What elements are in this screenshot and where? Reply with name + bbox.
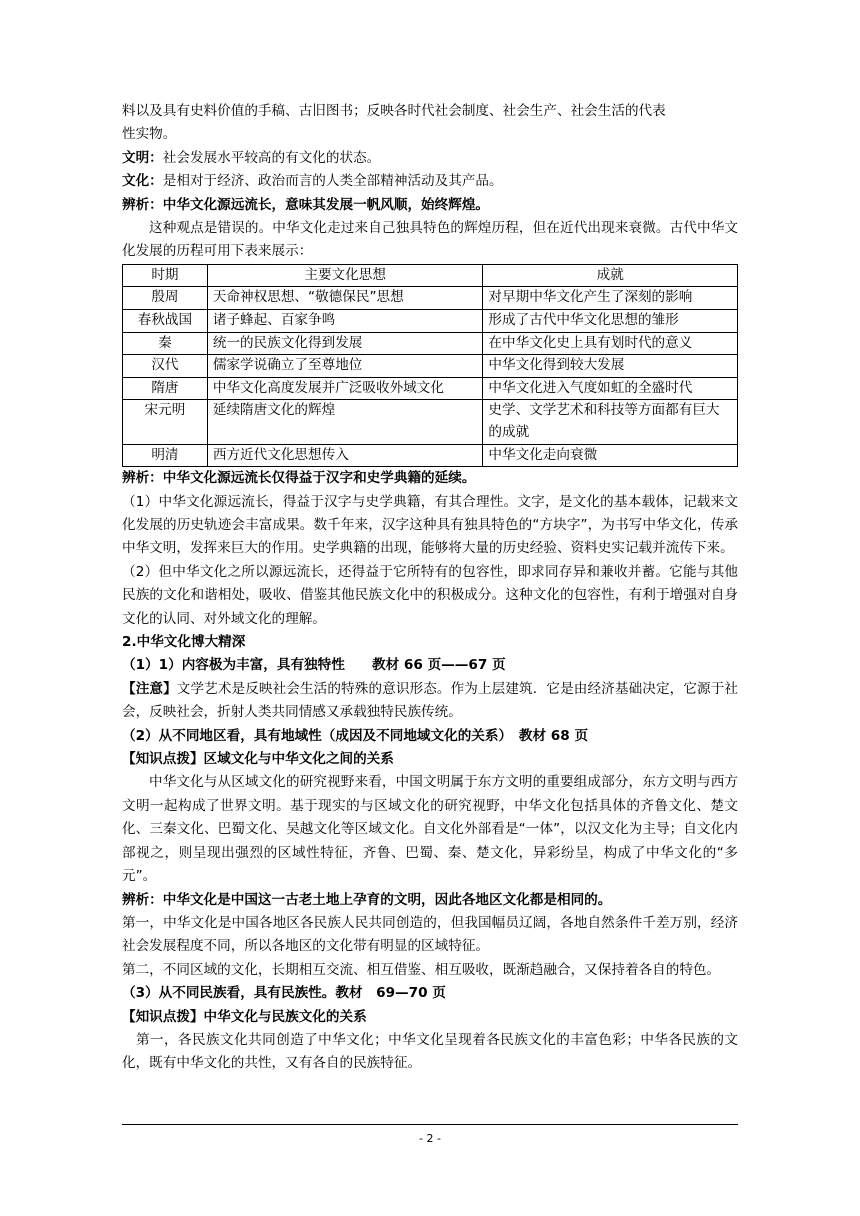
table-cell: 诸子蜂起、百家争鸣 [207,310,483,333]
table-row [123,287,738,310]
table-cell: 延续隋唐文化的辉煌 [207,400,483,444]
section-heading: 2.中华文化博大精深 [122,634,246,651]
analysis-heading: 辨析：中华文化源远流长，意味其发展一帆风顺，始终辉煌。 [122,196,490,213]
table-row [123,332,738,355]
table-cell: 形成了古代中华文化思想的雏形 [483,310,738,333]
table-cell: 对早期中华文化产生了深刻的影响 [483,287,738,310]
table-row [123,310,738,333]
table-header-row [123,264,738,287]
analysis-heading: 辨析：中华文化是中国这一古老土地上孕育的文明，因此各地区文化都是相同的。 [122,891,612,908]
paragraph: 中华文化与从区域文化的研究视野来看，中国文明属于东方文明的重要组成部分，东方文明与西方文明一起构成了世界文明。基于现实的与区域文化的研究视野，中华文化包括具体的齐鲁文化、楚文化、三秦文化、巴蜀文化、吴越文化等区域文化。自文化外部看是“一体”，以汉文化为主导；自文化内部视之，则呈现出强烈的区域性特征，齐鲁、巴蜀、秦、楚文化，异彩纷呈，构成了中华文化的“多元”。 [122,774,738,885]
table-cell: 秦 [123,332,208,355]
table-cell: 史学、文学艺术和科技等方面都有巨大的成就 [483,400,738,444]
table-row [123,400,738,444]
note-label: 【注意】 [122,680,177,697]
subsection-heading: （3）从不同民族看，具有民族性。教材 69—70 页 [122,985,446,1002]
column-header: 时期 [123,264,208,287]
table-cell: 中华文化高度发展并广泛吸收外域文化 [207,377,483,400]
column-header: 成就 [483,264,738,287]
paragraph: 第一，中华文化是中国各地区各民族人民共同创造的，但我国幅员辽阔，各地自然条件千差万别，经济社会发展程度不同，所以各地区的文化带有明显的区域特征。 [122,914,738,955]
intro-line: 料以及具有史料价值的手稿、古旧图书；反映各时代社会制度、社会生产、社会生活的代表 [122,103,666,119]
paragraph: 第二，不同区域的文化，长期相互交流、相互借鉴、相互吸收，既渐趋融合，又保持着各自的特色。 [122,961,721,978]
table-row [123,377,738,400]
table-cell: 中华文化走向衰微 [483,444,738,467]
table-cell: 中华文化得到较大发展 [483,355,738,378]
table-cell: 中华文化进入气度如虹的全盛时代 [483,377,738,400]
table-cell: 天命神权思想、“敬德保民”思想 [207,287,483,310]
subsection-heading: （1）1）内容极为丰富，具有独特性 教材 66 页——67 页 [122,657,506,674]
table-cell: 明清 [123,444,208,467]
table-cell: 汉代 [123,355,208,378]
term: 文化： [122,173,163,190]
paragraph: 第一，各民族文化共同创造了中华文化；中华文化呈现着各民族文化的丰富色彩；中华各民族的文化，既有中华文化的共性，又有各自的民族特征。 [122,1031,738,1072]
table-row [123,444,738,467]
note-text: 文学艺术是反映社会生活的特殊的意识形态。作为上层建筑．它是由经济基础决定，它源于社会，反映社会，折射人类共同情感又承载独特民族传统。 [122,680,738,721]
definition-civilization [122,147,738,170]
subsection-heading: （2）从不同地区看，具有地域性（成因及不同地域文化的关系） 教材 68 页 [122,727,589,744]
table-cell: 在中华文化史上具有划时代的意义 [483,332,738,355]
table-cell: 隋唐 [123,377,208,400]
culture-history-table [122,264,738,467]
definition-culture [122,170,738,193]
analysis-heading: 辨析：中华文化源远流长仅得益于汉字和史学典籍的延续。 [122,470,476,487]
intro-line: 性实物。 [122,126,177,143]
table-cell: 宋元明 [123,400,208,444]
definition-text: 是相对于经济、政治而言的人类全部精神活动及其产品。 [162,173,503,190]
knowledge-tip-heading: 【知识点拨】中华文化与民族文化的关系 [122,1008,367,1025]
note [122,678,738,725]
table-cell: 殷周 [123,287,208,310]
table-cell: 儒家学说确立了至尊地位 [207,355,483,378]
definition-text: 社会发展水平较高的有文化的状态。 [162,149,381,166]
paragraph: （1）中华文化源远流长，得益于汉字与史学典籍，有其合理性。文字，是文化的基本载体，记载来文化发展的历史轨迹会丰富成果。数千年来，汉字这种具有独具特色的“方块字”，为书写中华文化，传承中华文明，发挥来巨大的作用。史学典籍的出现，能够将大量的历史经验、资料史实记载并流传下来。 [122,493,738,557]
table-row [123,355,738,378]
table-cell: 春秋战国 [123,310,208,333]
page-number: - 2 - [419,1132,441,1145]
knowledge-tip-heading: 【知识点拨】区域文化与中华文化之间的关系 [122,751,394,768]
paragraph: 这种观点是错误的。中华文化走过来自己独具特色的辉煌历程，但在近代出现来衰微。古代中华文化发展的历程可用下表来展示： [122,220,738,260]
document-body [122,100,738,1076]
paragraph: （2）但中华文化之所以源远流长，还得益于它所特有的包容性，即求同存异和兼收并蓄。它能与其他民族的文化和谐相处，吸收、借鉴其他民族文化中的积极成分。这种文化的包容性，有利于增强对自身文化的认同、对外域文化的理解。 [122,563,738,627]
footer-divider [122,1124,738,1125]
column-header: 主要文化思想 [207,264,483,287]
table-cell: 西方近代文化思想传入 [207,444,483,467]
term: 文明： [122,149,163,166]
table-cell: 统一的民族文化得到发展 [207,332,483,355]
